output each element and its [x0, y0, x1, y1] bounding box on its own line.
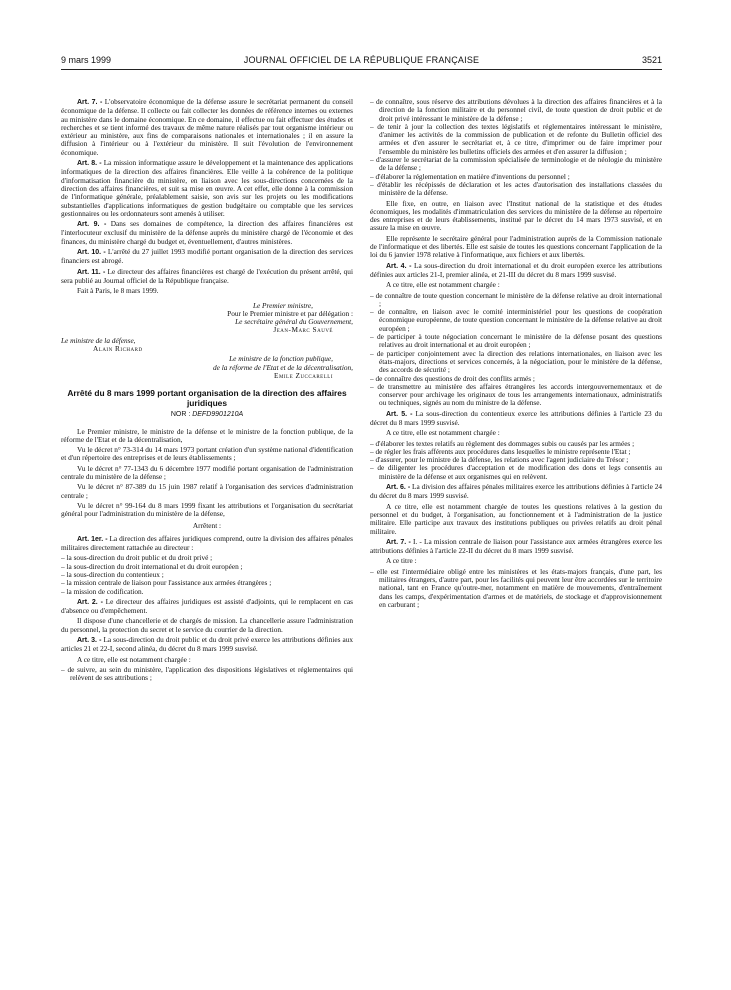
- article-3-paragraph: A ce titre, elle est notamment chargée :: [77, 654, 191, 664]
- article-1-list: [61, 554, 353, 595]
- article-4-list: [370, 292, 662, 408]
- list-item: – d'assurer le secrétariat de la commission spécialisée de terminologie et de néologie du ministère de la défense ;: [370, 156, 662, 173]
- article-7: Art. 7. - I. - La mission centrale de liaison pour l'assistance aux armées étrangères exerce les attributions définies à l'article 22-II du décret du 8 mars 1999 susvisé.: [370, 536, 662, 556]
- list-item: – de connaître de toute question concernant le ministère de la défense relative au droit international ;: [370, 292, 662, 309]
- arrete-title: Arrêté du 8 mars 1999 portant organisation de la direction des affaires juridiques: [67, 388, 347, 409]
- list-item: – de diligenter les procédures d'acceptation et de modification des dons et legs consentis au ministère de la défense et aux organismes qui en relèvent.: [370, 464, 662, 481]
- list-item: – d'établir les récépissés de déclaration et les actes d'autorisation des installations classées du ministère de la défense.: [370, 181, 662, 198]
- article-6-paragraph: A ce titre, elle est notamment chargée de toutes les questions relatives à la gestion du personnel et du budget, à l'organisation, au fonctionnement et à l'administration de la justice militaire. Elle participe aux travaux des institutions publiques ou privées relatifs au droit pénal militaire.: [370, 501, 662, 536]
- article-9: Art. 9. - Dans ses domaines de compétence, la direction des affaires financières est l'interlocuteur exclusif du ministère de la défense auprès du ministère chargé de l'économie et des finances, du ministère chargé du budget et, éventuellement, d'autres ministères.: [61, 219, 353, 246]
- article-3: Art. 3. - La sous-direction du droit public et du droit privé exerce les attributions définies aux articles 21 et 22-I, second alinéa, du décret du 8 mars 1999 susvisé.: [61, 635, 353, 654]
- signature-name: Alain Richard: [93, 344, 143, 354]
- signature-delegation: Pour le Premier ministre et par délégation :: [227, 308, 353, 318]
- visa: Vu le décret n° 77-1343 du 6 décembre 1977 modifié portant organisation de l'administration centrale du ministère de la défense ;: [61, 463, 353, 481]
- list-item: – de tenir à jour la collection des textes législatifs et réglementaires intéressant le ministère, d'animer les activités de la commission de publication et de refonte du Bulletin officiel des armées et d'en assurer le secrétariat et, à ce titre, d'imprimer ou de faire imprimer pour l'ensemble du ministère les bulletins officiels des armées et d'en assurer la diffusion ;: [370, 123, 662, 156]
- list-item: – de connaître, sous réserve des attributions dévolues à la direction des affaires financières et à la direction de la fonction militaire et du personnel civil, de toute question de droit public et de droit privé intéressant le ministère de la défense ;: [370, 98, 662, 123]
- list-item: – la mission de codification.: [61, 588, 353, 596]
- list-item: – elle est l'intermédiaire obligé entre les ministères et les états-majors français, d'une part, les militaires étrangers, d'autre part, pour les facilités qui peuvent leur être accordées sur le territoire national, tant en France qu'outre-mer, notamment en matière de mouvements, d'entraînement dans les camps, d'expérimentation d'armes et de matériels, de stockage et d'approvisionnement en carburant ;: [370, 568, 662, 609]
- right-column: [370, 98, 662, 973]
- list-item: – de suivre, au sein du ministère, l'application des dispositions législatives et réglementaires qui relèvent de ses attributions ;: [61, 666, 353, 683]
- signature-name: Emile Zuccarelli: [273, 370, 333, 380]
- signature-name: Jean-Marc Sauvé: [273, 325, 333, 335]
- signature-secretary: Le secrétaire général du Gouvernement,: [235, 317, 353, 327]
- list-item: – de participer conjointement avec la direction des relations internationales, en liaison avec les états-majors, directions et services concernés, à la négociation, pour le ministère de la défense, des accords de sécurité ;: [370, 350, 662, 375]
- signature-minister-reforme: de la réforme de l'Etat et de la décentralisation,: [213, 362, 353, 372]
- preamble: Le Premier ministre, le ministre de la défense et le ministre de la fonction publique, de la réforme de l'Etat et de la décentralisation,: [61, 426, 353, 444]
- header-journal-title: JOURNAL OFFICIEL DE LA RÉPUBLIQUE FRANÇAISE: [243, 55, 480, 65]
- article-2: Art. 2. - Le directeur des affaires juridiques est assisté d'adjoints, qui le remplacent en cas d'absence ou d'empêchement.: [61, 596, 353, 616]
- article-8: Art. 8. - La mission informatique assure le développement et la maintenance des applications informatiques de la direction des affaires financières. Elle veille à la cohérence de la politique d'informatisation financière du ministère, en liaison avec les sous-directions concernées de la direction des affaires financières, et suit sa mise en œuvre. A cet effet, elle donne à la commission de l'informatique générale, préalablement saisie, son avis sur les projets ou les modifications substantielles d'applications informatiques de gestion budgétaire ou comptable que les services gestionnaires ou les ordonnateurs sont amenés à utiliser.: [61, 158, 353, 218]
- list-item: – de participer à toute négociation concernant le ministère de la défense posant des questions relatives au droit international et au droit européen ;: [370, 333, 662, 350]
- article-5-list: [370, 440, 662, 481]
- article-5: Art. 5. - La sous-direction du contentieux exerce les attributions définies à l'article 23 du décret du 8 mars 1999 susvisé.: [370, 408, 662, 427]
- list-item: – de connaître, en liaison avec le comité interministériel pour les questions de coopération économique européenne, de toute question concernant le ministère de la défense relative au droit européen ;: [370, 308, 662, 333]
- article-3-paragraph: Elle fixe, en outre, en liaison avec l'Institut national de la statistique et des études économiques, les modalités d'immatriculation des services du ministère de la défense au répertoire des entreprises et de leurs établissements, institué par le décret du 14 mars 1973 susvisé, et en assure la mise en œuvre.: [370, 198, 662, 233]
- list-item: – la sous-direction du droit public et du droit privé ;: [61, 554, 353, 562]
- signature-minister-defense: Le ministre de la défense,: [61, 335, 136, 345]
- header-date: 9 mars 1999: [61, 55, 112, 65]
- article-3-list: [61, 666, 353, 683]
- list-item: – la sous-direction du contentieux ;: [61, 571, 353, 579]
- article-6: Art. 6. - La division des affaires pénales militaires exerce les attributions définies à l'article 24 du décret du 8 mars 1999 susvisé.: [370, 482, 662, 501]
- arretent: Arrêtent :: [192, 521, 222, 531]
- article-10: Art. 10. - L'arrêté du 27 juillet 1993 modifié portant organisation de la direction des services financiers est abrogé.: [61, 247, 353, 266]
- list-item: – de connaître des questions de droit des conflits armés ;: [370, 375, 662, 383]
- article-4: Art. 4. - La sous-direction du droit international et du droit européen exerce les attributions définies aux articles 21-I, premier alinéa, et 21-III du décret du 8 mars 1999 susvisé.: [370, 260, 662, 279]
- article-7-paragraph: A ce titre :: [386, 556, 417, 566]
- header-page-number: 3521: [641, 55, 662, 65]
- fait-a-paris: Fait à Paris, le 8 mars 1999.: [77, 286, 159, 296]
- visa: Vu le décret n° 87-389 du 15 juin 1987 relatif à l'organisation des services d'administration centrale ;: [61, 482, 353, 500]
- list-item: – la mission centrale de liaison pour l'assistance aux armées étrangères ;: [61, 579, 353, 587]
- article-3-list-continued: [370, 98, 662, 198]
- page-header: [61, 55, 662, 67]
- article-7: Art. 7. - L'observatoire économique de la défense assure le secrétariat permanent du conseil économique de la défense. Il collecte ou fait collecter les données de référence internes ou externes au ministère dans le domaine économique. En ce domaine, il effectue ou fait effectuer des études et recherches et se tient informé des travaux de même nature réalisés par tout organisme intérieur ou extérieur au ministère, aux fins de comparaisons nationales et internationales ; il en assure la diffusion à l'intérieur ou à l'extérieur du ministère. Il suit l'évolution de l'environnement économique.: [61, 98, 353, 157]
- article-3-paragraph: Elle représente le secrétaire général pour l'administration auprès de la Commission nationale de l'informatique et des libertés. Elle est saisie de toutes les questions concernant l'application de la loi du 6 janvier 1978 relative à l'informatique, aux fichiers et aux libertés.: [370, 233, 662, 260]
- nor-reference: NOR : DEFD9901210A: [170, 411, 244, 419]
- article-2-paragraph: Il dispose d'une chancellerie et de chargés de mission. La chancellerie assure l'administration du personnel, la protection du secret et le service du courrier de la direction.: [61, 616, 353, 634]
- list-item: – d'élaborer la réglementation en matière d'inventions du personnel ;: [370, 173, 662, 181]
- signature-title: Le Premier ministre,: [252, 300, 313, 310]
- visa: Vu le décret n° 99-164 du 8 mars 1999 fixant les attributions et l'organisation du secrétariat général pour l'administration du ministère de la défense,: [61, 500, 353, 519]
- left-column: [61, 98, 353, 973]
- signature-minister-fonction: Le ministre de la fonction publique,: [229, 354, 333, 364]
- list-item: – d'assurer, pour le ministre de la défense, les relations avec l'agent judiciaire du Trésor ;: [370, 456, 662, 464]
- article-11: Art. 11. - Le directeur des affaires financières est chargé de l'exécution du présent arrêté, qui sera publié au Journal officiel de la République française.: [61, 266, 353, 285]
- header-rule: [61, 69, 662, 70]
- list-item: – la sous-direction du droit international et du droit européen ;: [61, 563, 353, 571]
- list-item: – de régler les frais afférents aux procédures dans lesquelles le ministre représente l'Etat ;: [370, 448, 662, 456]
- article-5-paragraph: A ce titre, elle est notamment chargée :: [386, 428, 500, 438]
- visa: Vu le décret n° 73-314 du 14 mars 1973 portant création d'un système national d'identification et d'un répertoire des entreprises et de leurs établissements ;: [61, 445, 353, 463]
- list-item: – de transmettre au ministère des affaires étrangères les accords intergouvernementaux et de conserver pour archivage les originaux de tous les arrangements internationaux, administratifs ou techniques, signés au nom du ministre de la défense.: [370, 383, 662, 408]
- list-item: – d'élaborer les textes relatifs au règlement des dommages subis ou causés par les armées ;: [370, 440, 662, 448]
- article-7-list: [370, 568, 662, 609]
- article-4-paragraph: A ce titre, elle est notamment chargée :: [386, 280, 500, 290]
- article-1: Art. 1er. - La direction des affaires juridiques comprend, outre la division des affaires pénales militaires directement rattachée au directeur :: [61, 533, 353, 553]
